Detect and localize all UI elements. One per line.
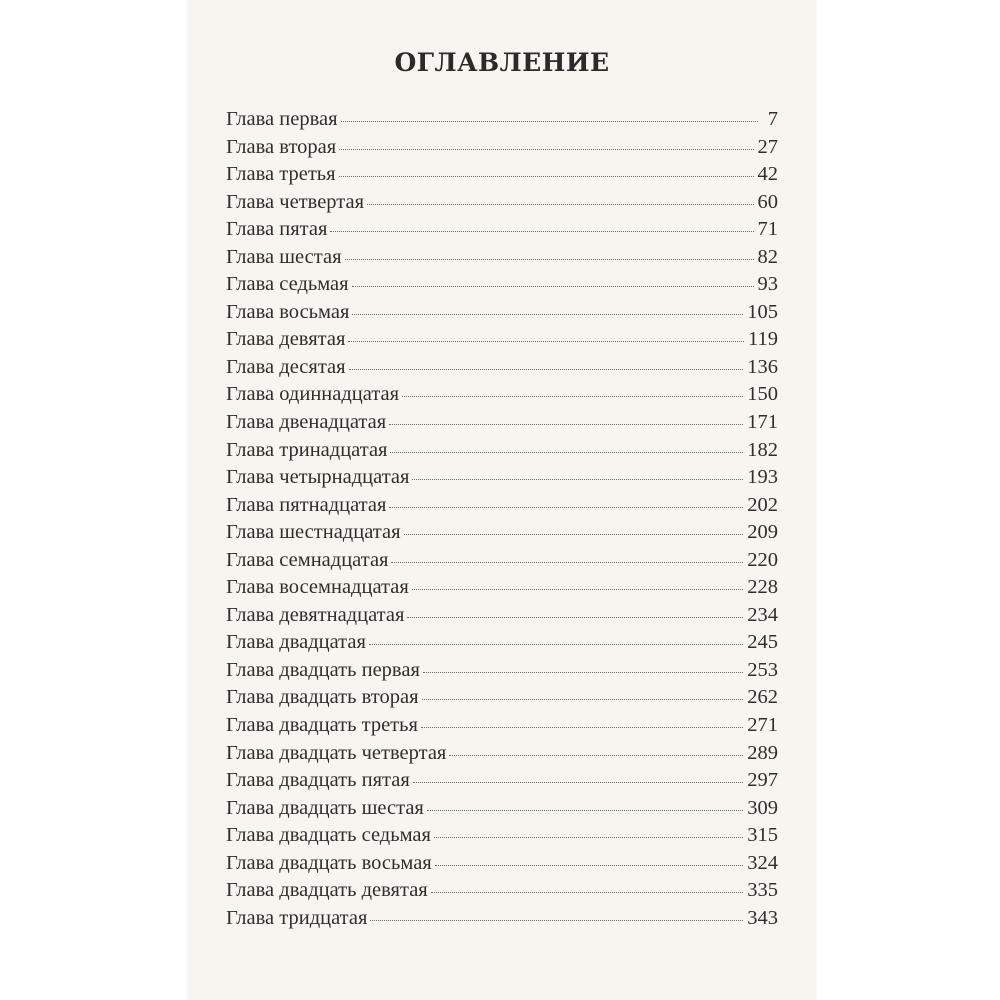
toc-entry-label: Глава пятая (226, 218, 328, 241)
dotted-leader (402, 396, 743, 397)
toc-entry-page-number: 82 (757, 245, 778, 268)
toc-entry (226, 549, 778, 577)
toc-entry-page-number: 297 (747, 769, 778, 792)
toc-entry (226, 631, 778, 659)
toc-entry (226, 301, 778, 329)
toc-entry-page-number: 182 (747, 438, 778, 461)
dotted-leader (412, 479, 743, 480)
dotted-leader (339, 149, 753, 150)
toc-entry-label: Глава первая (226, 108, 338, 130)
toc-entry-page-number: 220 (747, 548, 778, 571)
toc-entry-page-number: 93 (757, 273, 778, 296)
toc-entry-page-number: 335 (747, 879, 778, 902)
toc-entry (226, 686, 778, 714)
toc-entry-label: Глава двадцать четвертая (226, 741, 447, 764)
toc-entry (226, 714, 778, 742)
toc-entry (226, 769, 778, 797)
toc-entry-page-number: 271 (747, 714, 778, 737)
toc-entry-label: Глава двадцать шестая (226, 796, 424, 819)
toc-entry-page-number: 253 (747, 658, 778, 681)
toc-entry-label: Глава третья (226, 163, 336, 186)
dotted-leader (435, 865, 744, 866)
toc-entry (226, 576, 778, 604)
toc-entry-label: Глава десятая (226, 355, 346, 378)
book-page (188, 0, 816, 1000)
toc-entry-label: Глава шестая (226, 245, 342, 268)
dotted-leader (434, 837, 743, 838)
dotted-leader (427, 810, 743, 811)
toc-entry-label: Глава семнадцатая (226, 548, 389, 571)
toc-entry-label: Глава четвертая (226, 190, 365, 213)
toc-entry-page-number: 234 (747, 603, 778, 626)
dotted-leader (345, 259, 754, 260)
dotted-leader (422, 699, 744, 700)
page-title: ОГЛАВЛЕНИЕ (394, 48, 610, 77)
dotted-leader (370, 920, 743, 921)
toc-entry-page-number: 150 (747, 383, 778, 406)
dotted-leader (367, 204, 753, 205)
dotted-leader (423, 672, 743, 673)
toc-entry-page-number: 209 (747, 521, 778, 544)
toc-entry (226, 797, 778, 825)
dotted-leader (330, 231, 753, 232)
toc-entry-label: Глава восемнадцатая (226, 576, 409, 599)
dotted-leader (389, 424, 743, 425)
toc-entry (226, 108, 778, 136)
toc-entry-label: Глава двадцать вторая (226, 686, 419, 709)
toc-entry-page-number: 245 (747, 631, 778, 654)
toc-entry-page-number: 71 (757, 218, 778, 241)
toc-entry-label: Глава седьмая (226, 273, 349, 296)
toc-entry (226, 824, 778, 852)
toc-entry-page-number: 27 (757, 135, 778, 158)
toc-entry-label: Глава одиннадцатая (226, 383, 400, 406)
toc-entry-label: Глава тридцатая (226, 906, 368, 929)
toc-entry-page-number: 343 (747, 906, 778, 929)
dotted-leader (341, 121, 758, 122)
toc-entry (226, 521, 778, 549)
dotted-leader (431, 892, 744, 893)
dotted-leader (369, 644, 743, 645)
dotted-leader (349, 369, 744, 370)
toc-entry (226, 604, 778, 632)
toc-entry-page-number: 171 (747, 411, 778, 434)
table-of-contents (226, 108, 778, 934)
toc-entry (226, 659, 778, 687)
toc-entry-page-number: 105 (747, 300, 778, 323)
toc-entry-label: Глава четырнадцатая (226, 466, 410, 489)
toc-entry-page-number: 193 (747, 466, 778, 489)
toc-entry-page-number: 315 (747, 824, 778, 847)
toc-entry-page-number: 119 (748, 328, 778, 351)
toc-entry (226, 466, 778, 494)
toc-entry-label: Глава двадцать третья (226, 714, 418, 737)
dotted-leader (389, 507, 743, 508)
toc-entry-label: Глава вторая (226, 135, 337, 158)
dotted-leader (404, 534, 744, 535)
dotted-leader (407, 617, 743, 618)
toc-entry (226, 494, 778, 522)
toc-entry (226, 246, 778, 274)
toc-entry-label: Глава девятнадцатая (226, 603, 405, 626)
toc-entry (226, 852, 778, 880)
dotted-leader (339, 176, 754, 177)
toc-entry-label: Глава двадцать седьмая (226, 824, 431, 847)
toc-entry (226, 328, 778, 356)
toc-entry (226, 439, 778, 467)
dotted-leader (413, 782, 744, 783)
toc-entry-page-number: 7 (767, 108, 778, 130)
toc-entry (226, 136, 778, 164)
toc-entry-label: Глава восьмая (226, 300, 350, 323)
toc-entry (226, 273, 778, 301)
toc-entry-page-number: 60 (757, 190, 778, 213)
toc-entry-label: Глава двадцать восьмая (226, 851, 432, 874)
toc-entry (226, 383, 778, 411)
toc-entry-page-number: 289 (747, 741, 778, 764)
dotted-leader (412, 589, 743, 590)
toc-entry-label: Глава двадцать девятая (226, 879, 428, 902)
toc-entry-label: Глава пятнадцатая (226, 493, 387, 516)
toc-entry (226, 907, 778, 935)
toc-entry (226, 742, 778, 770)
toc-entry-label: Глава двенадцатая (226, 411, 387, 434)
dotted-leader (421, 727, 743, 728)
toc-entry-page-number: 309 (747, 796, 778, 819)
toc-entry-page-number: 42 (757, 163, 778, 186)
toc-entry (226, 191, 778, 219)
toc-entry-label: Глава шестнадцатая (226, 521, 401, 544)
dotted-leader (449, 755, 743, 756)
dotted-leader (352, 314, 743, 315)
toc-entry-label: Глава двадцатая (226, 631, 366, 654)
toc-entry-label: Глава двадцать пятая (226, 769, 410, 792)
toc-entry (226, 879, 778, 907)
dotted-leader (391, 562, 743, 563)
toc-entry-label: Глава тринадцатая (226, 438, 388, 461)
toc-entry-page-number: 324 (747, 851, 778, 874)
toc-entry (226, 411, 778, 439)
toc-entry (226, 356, 778, 384)
toc-entry (226, 163, 778, 191)
toc-entry-label: Глава девятая (226, 328, 346, 351)
toc-entry (226, 218, 778, 246)
toc-entry-label: Глава двадцать первая (226, 658, 420, 681)
toc-entry-page-number: 202 (747, 493, 778, 516)
dotted-leader (348, 341, 744, 342)
toc-entry-page-number: 262 (747, 686, 778, 709)
dotted-leader (390, 452, 743, 453)
toc-entry-page-number: 136 (747, 355, 778, 378)
dotted-leader (352, 286, 754, 287)
toc-entry-page-number: 228 (747, 576, 778, 599)
